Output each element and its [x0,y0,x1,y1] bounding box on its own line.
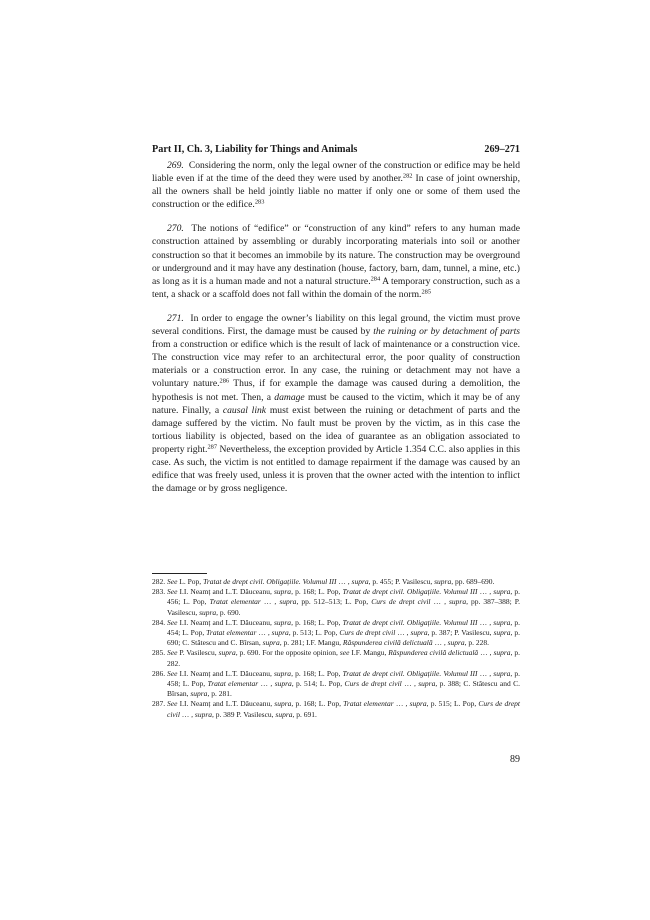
running-head [152,143,520,156]
footnote-number: 283. [152,587,166,597]
paragraph-270 [152,222,520,301]
running-head-range: 269–271 [484,144,520,155]
footnote-285 [152,648,520,668]
footnote-283 [152,587,520,618]
footnote-284 [152,618,520,649]
footnote-text: See I.I. Neamț and L.T. Dăuceanu, supra, p. 168; L. Pop, Tratat de drept civil. Obligațiile. Volumul III … , supra, p. 456; L. Pop, Tratat elementar … , supra, pp. 512–513; L. Pop, Curs de drept civil … , supra, pp. 387–388; P. Vasilescu, supra, p. 690. [167,587,521,617]
footnote-number: 287. [152,699,166,709]
paragraph-number: 271. [167,312,184,324]
paragraph-text: must exist between the ruining or detachment of parts and the damage suffered by the victim. No fault must be proven by the victim, as in this case the tortious liability is objected, based on the idea of guarantee as an obligation associated to property right. [152,404,520,455]
footnote-ref[interactable]: 287 [207,443,218,451]
footnote-ref[interactable]: 282 [402,172,413,180]
paragraph-text: Considering the norm, only the legal owner of the construction or edifice may be held liable even if at the time of the deed they were used by another. [152,160,521,185]
paragraph-text: A temporary construction, such as a tent, a shack or a scaffold does not fall within the domain of the norm. [152,275,520,300]
running-head-title: Part II, Ch. 3, Liability for Things and Animals [152,144,358,155]
footnote-286 [152,669,520,700]
footnote-287 [152,699,520,719]
emphasis-text: causal link [222,404,267,416]
footnote-text: See I.I. Neamț and L.T. Dăuceanu, supra, p. 168; L. Pop, Tratat elementar … , supra, p. 515; L. Pop, Curs de drept civil … , supra, p. 389 P. Vasilescu, supra, p. 691. [167,699,521,719]
footnote-text: See I.I. Neamț and L.T. Dăuceanu, supra, p. 168; L. Pop, Tratat de drept civil. Obligațiile. Volumul III … , supra, p. 454; L. Pop, Tratat elementar … , supra, p. 513; L. Pop, Curs de drept civil … , supra, p. 387; P. Vasilescu, supra, p. 690; C. Stătescu and C. Bîrsan, supra, p. 281; I.F. Mangu, Răspunderea civilă delictuală … , supra, p. 228. [167,617,521,648]
footnote-ref[interactable]: 283 [254,198,265,206]
footnote-ref[interactable]: 285 [421,288,432,296]
footnote-text: See I.I. Neamț and L.T. Dăuceanu, supra, p. 168; L. Pop, Tratat de drept civil. Obligațiile. Volumul III … , supra, p. 458; L. Pop, Tratat elementar … , supra, p. 514; L. Pop, Curs de drept civil … , supra, p. 388; C. Stătescu and C. Bîrsan, supra, p. 281. [167,668,521,699]
footnote-number: 282. [152,577,166,586]
footnote-282 [152,577,520,587]
paragraph-number: 270. [167,223,184,235]
paragraph-271 [152,312,520,495]
footnote-text: See P. Vasilescu, supra, p. 690. For the opposite opinion, see I.F. Mangu, Răspunderea civilă delictuală … , supra, p. 282. [167,648,521,668]
paragraph-text: Nevertheless, the exception provided by Article 1.354 C.C. also applies in this case. As such, the victim is not entitled to damage repairment if the damage was caused by an edifice that was freely used, unless it is proven that the owner acted with the intention to inflict the damage or by gross negligence. [152,443,520,495]
footnote-number: 285. [152,648,166,658]
paragraph-text: The notions of “edifice” or “construction of any kind” refers to any human made construction attained by assembling or durably incorporating materials into soil or another construction so that it becomes an immobile by its nature. The construction may be overground or underground and it may have any destination (house, factory, barn, dam, tunnel, a mine, etc.) as long as it is a human made and not a natural structure. [152,223,520,287]
footnote-number: 284. [152,617,166,627]
paragraph-text: In order to engage the owner’s liability on this legal ground, the victim must prove several conditions. First, the damage must be caused by [152,312,520,338]
paragraph-text: must be caused to the victim, which it may be of any nature. Finally, a [152,391,520,416]
footnotes [152,577,520,720]
footnote-number: 286. [152,668,166,678]
emphasis-text: the ruining or by detachment of parts [373,326,521,338]
paragraph-text: Thus, if for example the damage was caused during a demolition, the hypothesis is not met. Then, a [152,378,520,403]
paragraph-number: 269. [167,160,184,171]
footnote-ref[interactable]: 284 [370,275,381,283]
footnote-divider [152,573,207,574]
emphasis-text: damage [274,391,305,403]
paragraph-269 [152,159,520,211]
paragraph-text: from a construction or edifice which is the result of lack of maintenance or a construction vice. The construction vice may refer to an architectural error, the poor quality of construction materials or a construction error. In any case, the ruining or detachment may not have a voluntary nature. [152,339,520,390]
footnote-ref[interactable]: 286 [219,377,230,385]
footnote-text: See L. Pop, Tratat de drept civil. Obligațiile. Volumul III … , supra, p. 455; P. Vasilescu, supra, pp. 689–690. [167,577,495,586]
page-number: 89 [510,754,520,765]
paragraph-text: In case of joint ownership, all the owners shall be held jointly liable no matter if only one or some of them used the construction or the edifice. [152,173,520,211]
page-body [152,143,520,506]
